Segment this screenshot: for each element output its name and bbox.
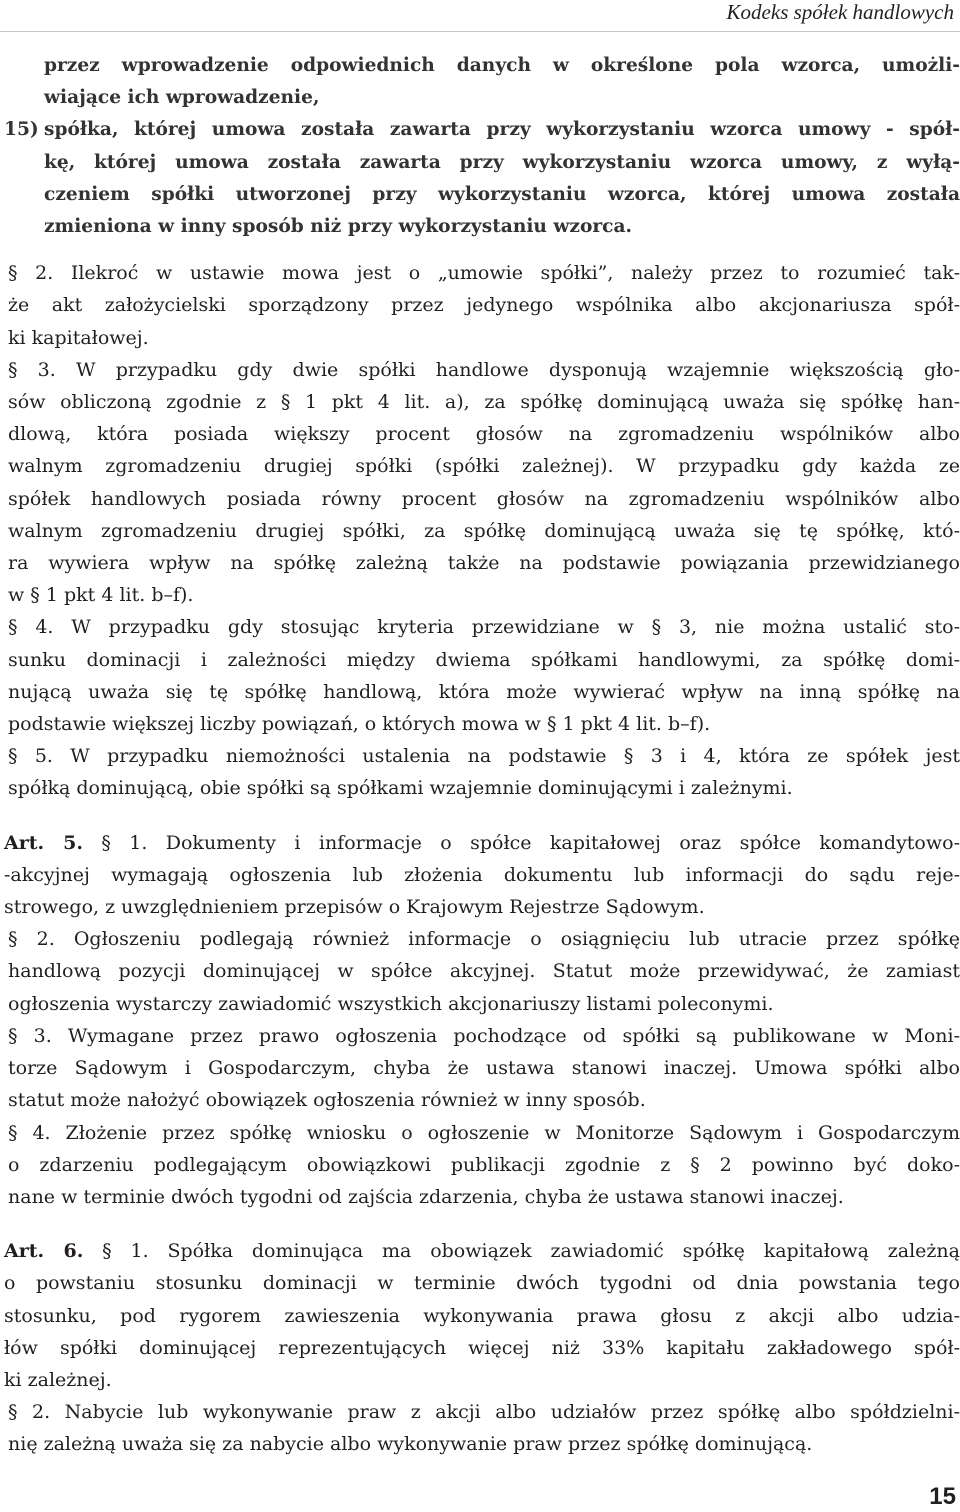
article-5 bbox=[4, 827, 960, 924]
page-number: 15 bbox=[929, 1483, 956, 1510]
text-line: stosunku, pod rygorem zawieszenia wykonywania prawa głosu z akcji albo udzia- bbox=[4, 1304, 960, 1327]
text-line bbox=[4, 827, 960, 859]
running-header: Kodeks spółek handlowych bbox=[726, 0, 954, 24]
text-line: -akcyjnej wymagają ogłoszenia lub złożenia dokumentu lub informacji do sądu reje- bbox=[4, 863, 960, 886]
article-6 bbox=[4, 1235, 960, 1396]
text-line: handlową pozycji dominującej w spółce akcyjnej. Statut może przewidywać, że zamiast bbox=[8, 960, 960, 983]
art6-paragraph-2 bbox=[4, 1396, 960, 1460]
text-line: spółką dominującą, obie spółki są spółkami wzajemnie dominującymi i zależnymi. bbox=[8, 777, 793, 800]
text-line: przez wprowadzenie odpowiednich danych w określone pola wzorca, umożli- bbox=[44, 55, 960, 76]
text-line: podstawie większej liczby powiązań, o których mowa w § 1 pkt 4 lit. b–f). bbox=[8, 713, 711, 736]
list-item-text: spółka, której umowa została zawarta przy wykorzystaniu wzorca umowy - spół- bbox=[44, 119, 960, 141]
text-line: o zdarzeniu podlegającym obowiązkowi publikacji zgodnie z § 2 powinno być doko- bbox=[8, 1153, 960, 1176]
text-line: kę, której umowa została zawarta przy wykorzystaniu wzorca umowy, z wyłą- bbox=[44, 151, 960, 173]
list-item-15 bbox=[4, 114, 960, 243]
art5-paragraph-4 bbox=[4, 1117, 960, 1214]
text-line: § 2. Nabycie lub wykonywanie praw z akcji albo udziałów przez spółkę albo spółdzielni- bbox=[8, 1401, 960, 1424]
paragraph-text: § 1. Dokumenty i informacje o spółce kapitałowej oraz spółce komandytowo- bbox=[82, 831, 960, 854]
text-line bbox=[4, 1235, 960, 1267]
text-line: dlową, która posiada większy procent głosów na zgromadzeniu wspólników albo bbox=[8, 423, 960, 446]
text-line: nię zależną uważa się za nabycie albo wykonywanie praw przez spółkę dominującą. bbox=[8, 1433, 813, 1456]
text-line: torze Sądowym i Gospodarczym, chyba że ustawa stanowi inaczej. Umowa spółki albo bbox=[8, 1057, 960, 1080]
text-line: w § 1 pkt 4 lit. b–f). bbox=[8, 584, 194, 607]
definition-continuation bbox=[4, 50, 960, 243]
page-body bbox=[4, 50, 960, 1461]
article-label: Art. 6. bbox=[4, 1240, 84, 1263]
text-line: ra wywiera wpływ na spółkę zależną także na podstawie powiązania przewidzianego bbox=[8, 552, 960, 575]
text-line: że akt założycielski sporządzony przez jedynego wspólnika albo akcjonariusza spół- bbox=[8, 294, 960, 317]
paragraph-text: § 1. Spółka dominująca ma obowiązek zawiadomić spółkę kapitałową zależną bbox=[83, 1240, 960, 1263]
list-number: 15) bbox=[4, 119, 39, 141]
text-line: ki kapitałowej. bbox=[8, 326, 149, 349]
text-line: sunku dominacji i zależności między dwiema spółkami handlowymi, za spółkę domi- bbox=[8, 648, 960, 671]
text-line: § 3. Wymagane przez prawo ogłoszenia pochodzące od spółki są publikowane w Moni- bbox=[8, 1024, 960, 1047]
article-label: Art. 5. bbox=[4, 831, 83, 854]
text-line: § 2. Ilekroć w ustawie mowa jest o „umowie spółki”, należy przez to rozumieć tak- bbox=[8, 262, 960, 285]
text-line: spółek handlowych posiada równy procent głosów na zgromadzeniu wspólników albo bbox=[8, 487, 960, 510]
text-line: § 4. W przypadku gdy stosując kryteria przewidziane w § 3, nie można ustalić sto- bbox=[8, 616, 960, 639]
text-line: § 5. W przypadku niemożności ustalenia na podstawie § 3 i 4, która ze spółek jest bbox=[8, 745, 960, 768]
text-line: § 4. Złożenie przez spółkę wniosku o ogłoszenie w Monitorze Sądowym i Gospodarczym bbox=[8, 1121, 960, 1144]
text-line: wiające ich wprowadzenie, bbox=[44, 87, 320, 109]
text-line: zmieniona w inny sposób niż przy wykorzystaniu wzorca. bbox=[44, 216, 633, 238]
art4-paragraph-2 bbox=[4, 257, 960, 354]
text-line bbox=[4, 114, 960, 146]
art5-paragraph-3 bbox=[4, 1020, 960, 1117]
header-divider bbox=[0, 31, 960, 32]
text-line: § 2. Ogłoszeniu podlegają również informacje o osiągnięciu lub utracie przez spółkę bbox=[8, 928, 960, 951]
text-line: walnym zgromadzeniu drugiej spółki, za spółkę dominującą uważa się tę spółkę, któ- bbox=[8, 519, 960, 542]
art5-paragraph-2 bbox=[4, 923, 960, 1020]
text-line: nującą uważa się tę spółkę handlową, która może wywierać wpływ na inną spółkę na bbox=[8, 680, 960, 703]
text-line: nane w terminie dwóch tygodni od zajścia zdarzenia, chyba że ustawa stanowi inaczej. bbox=[8, 1185, 844, 1208]
text-line: walnym zgromadzeniu drugiej spółki (spółki zależnej). W przypadku gdy każda ze bbox=[8, 455, 960, 478]
text-line: łów spółki dominującej reprezentujących więcej niż 33% kapitału zakładowego spół- bbox=[4, 1336, 960, 1359]
art4-paragraph-4 bbox=[4, 611, 960, 740]
text-line: § 3. W przypadku gdy dwie spółki handlowe dysponują wzajemnie większością gło- bbox=[8, 358, 960, 381]
text-line: strowego, z uwzględnieniem przepisów o Krajowym Rejestrze Sądowym. bbox=[4, 896, 705, 919]
text-line: czeniem spółki utworzonej przy wykorzystaniu wzorca, której umowa została bbox=[44, 183, 960, 205]
text-line: o powstaniu stosunku dominacji w terminie dwóch tygodni od dnia powstania tego bbox=[4, 1272, 960, 1295]
text-line: sów obliczoną zgodnie z § 1 pkt 4 lit. a), za spółkę dominującą uważa się spółkę han- bbox=[8, 391, 960, 414]
art4-paragraph-5 bbox=[4, 740, 960, 804]
text-line: ki zależnej. bbox=[4, 1368, 112, 1391]
text-line: statut może nałożyć obowiązek ogłoszenia również w inny sposób. bbox=[8, 1089, 646, 1112]
art4-paragraph-3 bbox=[4, 354, 960, 612]
text-line: ogłoszenia wystarczy zawiadomić wszystkich akcjonariuszy listami poleconymi. bbox=[8, 992, 774, 1015]
